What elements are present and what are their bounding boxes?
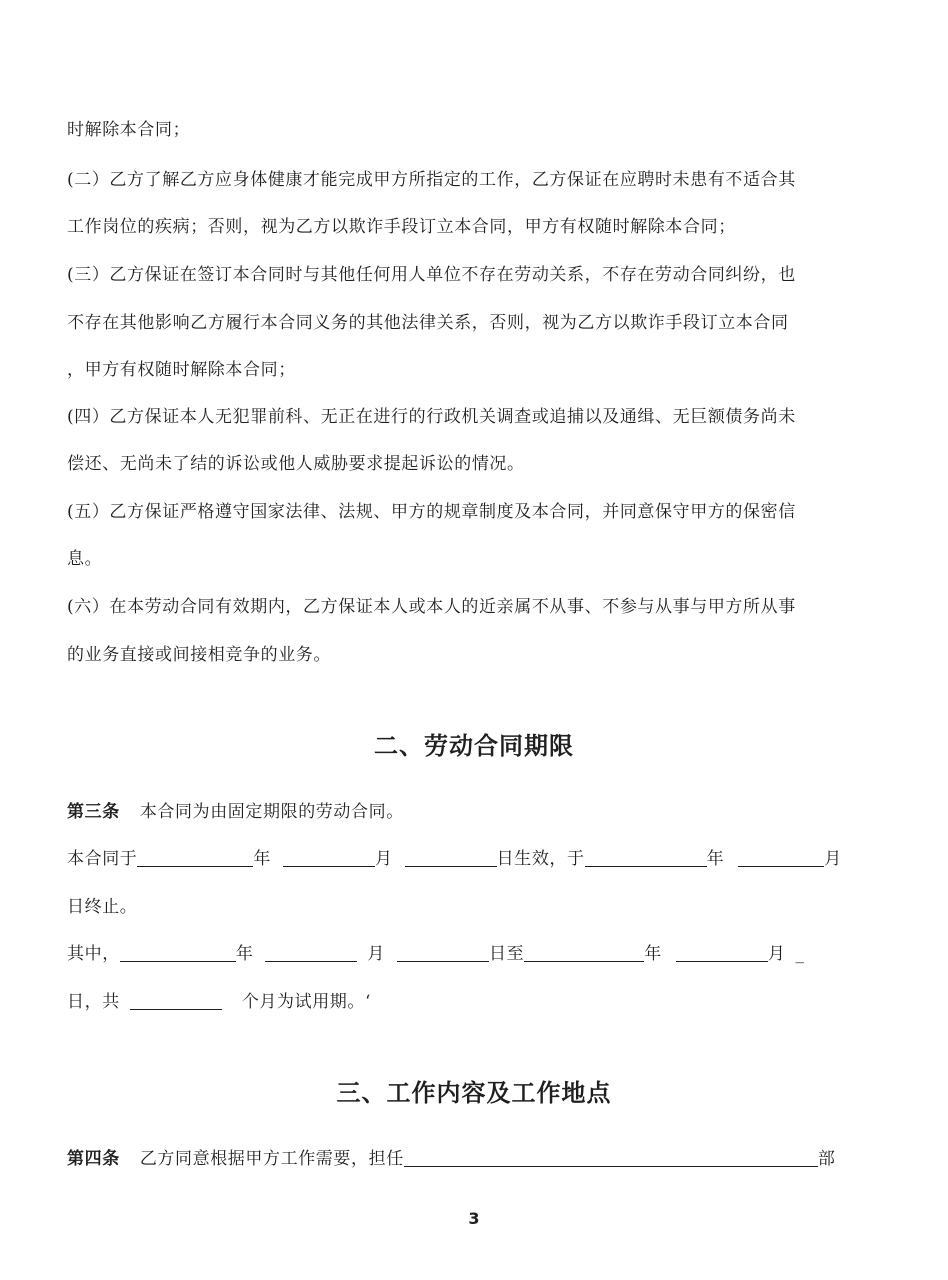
probation-line (67, 942, 805, 966)
clause-line: 工作岗位的疾病；否则，视为乙方以欺诈手段订立本合同，甲方有权随时解除本合同； (67, 217, 736, 237)
clause-line: 不存在其他影响乙方履行本合同义务的其他法律关系，否则，视为乙方以欺诈手段订立本合同 (67, 313, 789, 333)
probation-start-year-blank[interactable] (120, 943, 236, 962)
article-label: 第三条 (67, 802, 120, 822)
probation-start-day-blank[interactable] (397, 943, 489, 962)
probation-months-blank[interactable] (130, 991, 222, 1010)
article-3 (67, 800, 404, 824)
term-end-line: 日终止。 (67, 897, 138, 917)
article-4 (67, 1147, 835, 1171)
clause-line: (四）乙方保证本人无犯罪前科、无正在进行的行政机关调查或追捕以及通缉、无巨额债务尚未 (67, 407, 796, 427)
year-label: 年 (253, 849, 272, 869)
months-suffix-label: 个月为试用期。‘ (241, 992, 372, 1012)
trailing-underscore: _ (795, 944, 805, 964)
clause-line: (五）乙方保证严格遵守国家法律、法规、甲方的规章制度及本合同，并同意保守甲方的保密信 (67, 502, 796, 522)
article-text: 乙方同意根据甲方工作需要，担任 (139, 1149, 404, 1169)
clause-line: 时解除本合同； (67, 120, 191, 140)
article-label: 第四条 (67, 1149, 120, 1169)
term-prefix: 本合同于 (67, 849, 138, 869)
probation-end-year-blank[interactable] (524, 943, 644, 962)
month-label: 月 (767, 944, 786, 964)
end-month-blank[interactable] (738, 848, 824, 867)
start-day-blank[interactable] (405, 848, 497, 867)
start-month-blank[interactable] (283, 848, 375, 867)
month-label: 月 (375, 849, 393, 869)
department-blank[interactable] (404, 1148, 818, 1167)
start-year-blank[interactable] (137, 848, 253, 867)
year-label: 年 (644, 944, 662, 964)
month-label: 月 (367, 944, 386, 964)
clause-line: 的业务直接或间接相竞争的业务。 (67, 645, 331, 665)
year-label: 年 (706, 849, 725, 869)
clause-line: (三）乙方保证在签订本合同时与其他任何用人单位不存在劳动关系，不存在劳动合同纠纷，也 (67, 265, 796, 285)
clause-line: 息。 (67, 549, 103, 569)
page-number: 3 (468, 1209, 480, 1228)
end-year-blank[interactable] (585, 848, 707, 867)
clause-line: ，甲方有权随时解除本合同； (67, 360, 296, 380)
effective-label: 日生效，于 (496, 849, 585, 869)
day-total-label: 日，共 (67, 992, 120, 1012)
clause-line: 偿还、无尚未了结的诉讼或他人威胁要求提起诉讼的情况。 (67, 454, 525, 474)
probation-end-month-blank[interactable] (676, 943, 768, 962)
clause-line: (六）在本劳动合同有效期内，乙方保证本人或本人的近亲属不从事、不参与从事与甲方所从事 (67, 597, 796, 617)
year-label: 年 (235, 944, 254, 964)
month-label: 月 (824, 849, 842, 869)
probation-months-line (67, 990, 371, 1014)
clause-line: (二）乙方了解乙方应身体健康才能完成甲方所指定的工作，乙方保证在应聘时未患有不适合其 (67, 170, 796, 190)
term-line (67, 847, 842, 871)
article-suffix: 部 (817, 1149, 836, 1169)
article-text: 本合同为由固定期限的劳动合同。 (139, 802, 404, 822)
section-heading: 二、劳动合同期限 (374, 732, 574, 760)
section-heading: 三、工作内容及工作地点 (336, 1079, 612, 1107)
probation-prefix: 其中， (67, 944, 120, 964)
day-to-label: 日至 (489, 944, 525, 964)
probation-start-month-blank[interactable] (265, 943, 357, 962)
